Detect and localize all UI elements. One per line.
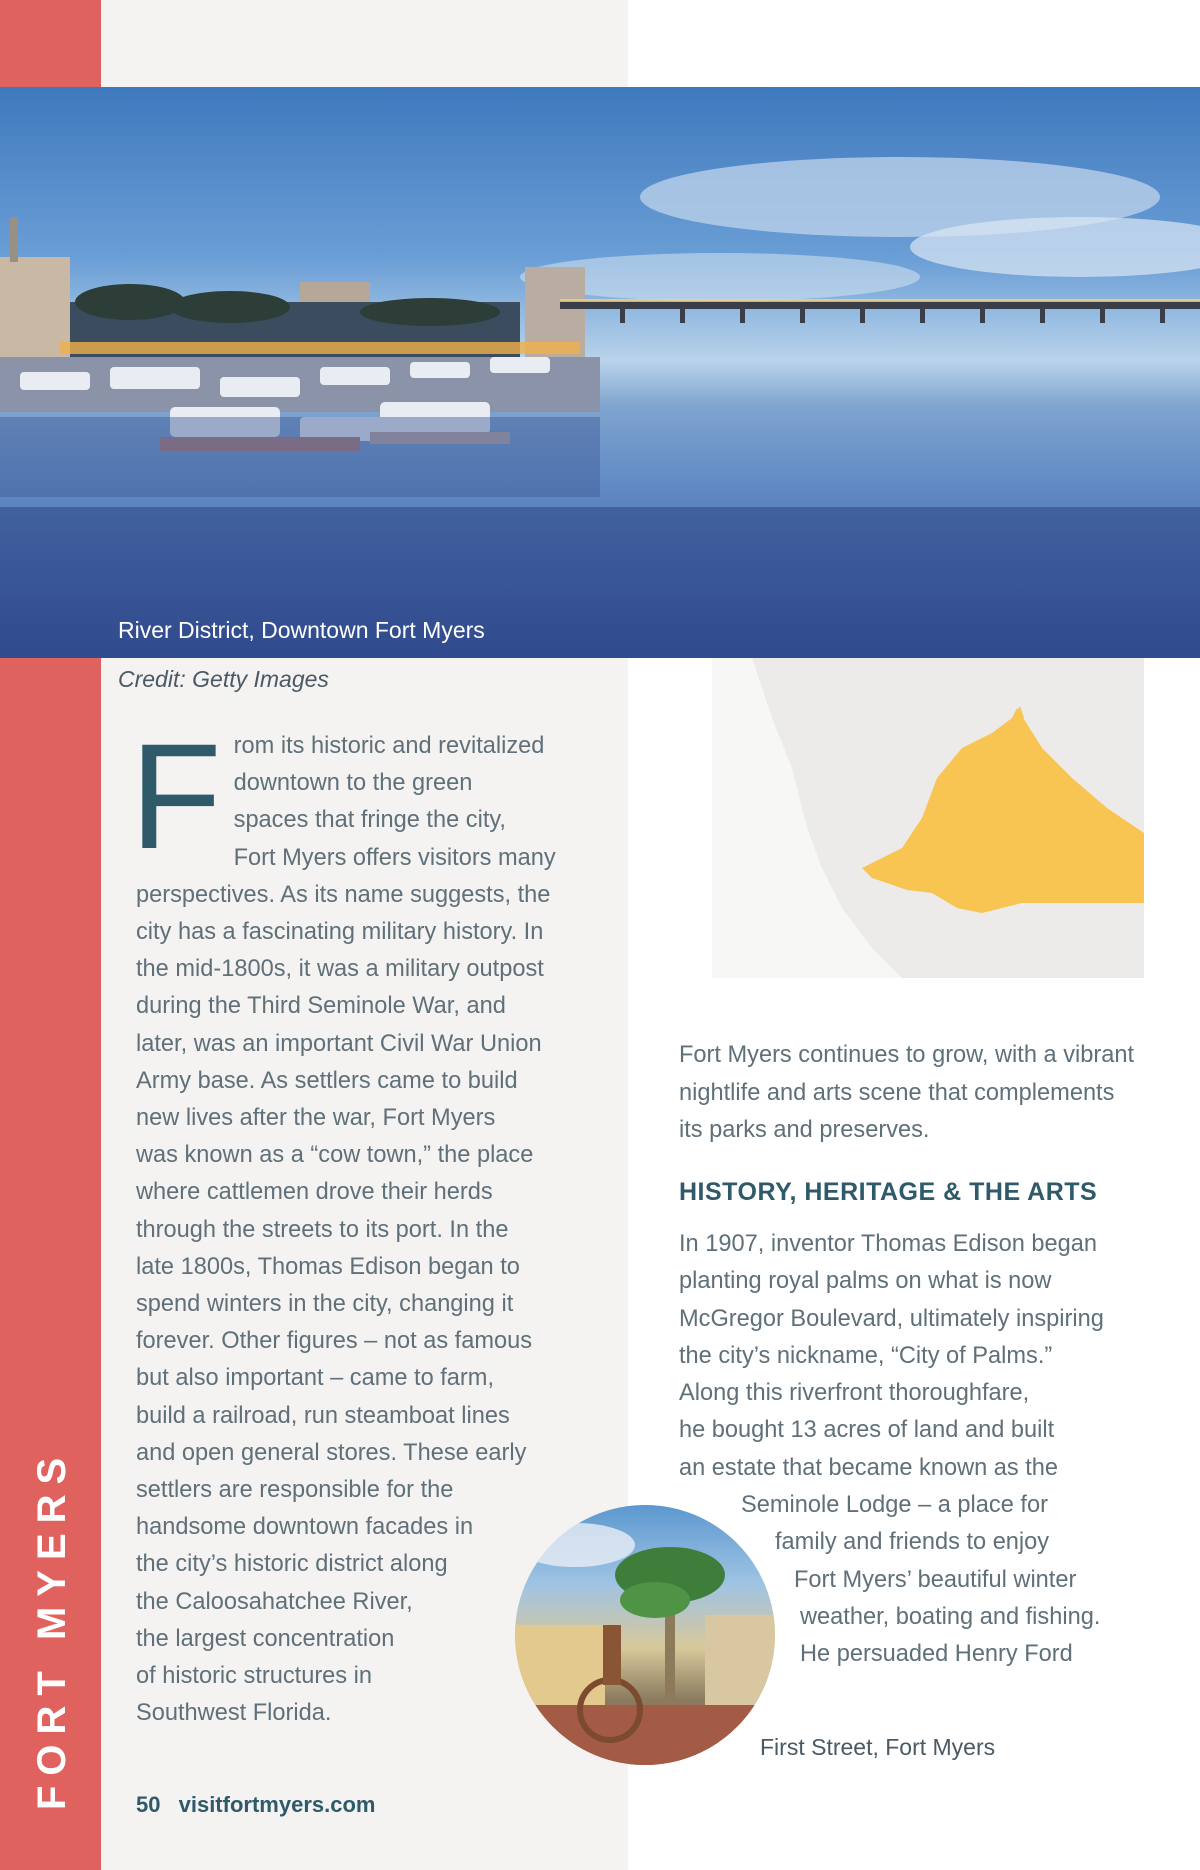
article-line: of historic structures in bbox=[136, 1663, 373, 1690]
hero-photo bbox=[0, 87, 1200, 658]
article-line: new lives after the war, Fort Myers bbox=[136, 1105, 496, 1132]
round-photo-caption: First Street, Fort Myers bbox=[760, 1734, 996, 1760]
body-line: He persuaded Henry Ford bbox=[800, 1641, 1073, 1668]
article-line: where cattlemen drove their herds bbox=[136, 1179, 493, 1206]
article-line: was known as a “cow town,” the place bbox=[136, 1142, 534, 1169]
article-line: but also important – came to farm, bbox=[136, 1365, 494, 1392]
article-line: during the Third Seminole War, and bbox=[136, 993, 506, 1020]
article-line: the Caloosahatchee River, bbox=[136, 1588, 413, 1615]
section-heading: HISTORY, HERITAGE & THE ARTS bbox=[679, 1178, 1098, 1206]
article-line: city has a fascinating military history. In bbox=[136, 919, 544, 946]
body-line: Along this riverfront thoroughfare, bbox=[679, 1380, 1030, 1407]
article-line: Fort Myers offers visitors many bbox=[233, 844, 556, 871]
body-line: Fort Myers’ beautiful winter bbox=[794, 1566, 1077, 1593]
article-line: spaces that fringe the city, bbox=[233, 807, 506, 834]
hero-caption: River District, Downtown Fort Myers bbox=[118, 617, 485, 643]
page-number: 50 bbox=[136, 1792, 161, 1817]
body-line: family and friends to enjoy bbox=[775, 1529, 1050, 1556]
article-line: forever. Other figures – not as famous bbox=[136, 1328, 533, 1355]
article-line: Southwest Florida. bbox=[136, 1700, 332, 1727]
body-line: weather, boating and fishing. bbox=[800, 1603, 1101, 1630]
page-footer bbox=[136, 1792, 375, 1818]
article-line: build a railroad, run steamboat lines bbox=[136, 1402, 510, 1429]
article-line: through the streets to its port. In the bbox=[136, 1216, 509, 1243]
article-line: handsome downtown facades in bbox=[136, 1514, 474, 1541]
sidebar-label: FORT MYERS bbox=[30, 1447, 74, 1810]
article-line: late 1800s, Thomas Edison began to bbox=[136, 1253, 520, 1280]
map-illustration bbox=[712, 658, 1144, 978]
body-line: planting royal palms on what is now bbox=[679, 1268, 1052, 1295]
photo-credit: Credit: Getty Images bbox=[118, 666, 329, 692]
article-line: perspectives. As its name suggests, the bbox=[136, 881, 551, 908]
article-line: the largest concentration bbox=[136, 1625, 395, 1652]
drop-cap: F bbox=[130, 712, 222, 880]
article-line: settlers are responsible for the bbox=[136, 1477, 454, 1504]
article-line: rom its historic and revitalized bbox=[233, 733, 545, 759]
article-line: and open general stores. These early bbox=[136, 1439, 527, 1466]
body-line: McGregor Boulevard, ultimately inspiring bbox=[679, 1305, 1104, 1332]
harbor-illustration bbox=[0, 87, 1200, 658]
right-intro-paragraph: Fort Myers continues to grow, with a vibrant nightlife and arts scene that complements its parks and preserves. bbox=[679, 1042, 1135, 1143]
article-line: later, was an important Civil War Union bbox=[136, 1030, 542, 1057]
body-line: an estate that became known as the bbox=[679, 1454, 1059, 1481]
article-line: downtown to the green bbox=[233, 770, 473, 797]
first-street-photo bbox=[515, 1505, 775, 1765]
street-illustration bbox=[515, 1505, 775, 1765]
body-line: Seminole Lodge – a place for bbox=[741, 1492, 1048, 1519]
footer-url[interactable]: visitfortmyers.com bbox=[178, 1792, 376, 1817]
article-line: the mid-1800s, it was a military outpost bbox=[136, 956, 544, 983]
article-line: the city’s historic district along bbox=[136, 1551, 448, 1578]
body-line: he bought 13 acres of land and built bbox=[679, 1417, 1055, 1444]
body-line: the city’s nickname, “City of Palms.” bbox=[679, 1342, 1053, 1369]
article-line: Army base. As settlers came to build bbox=[136, 1067, 518, 1094]
body-line: In 1907, inventor Thomas Edison began bbox=[679, 1231, 1097, 1257]
lee-county-map bbox=[712, 658, 1144, 978]
article-line: spend winters in the city, changing it bbox=[136, 1291, 514, 1318]
